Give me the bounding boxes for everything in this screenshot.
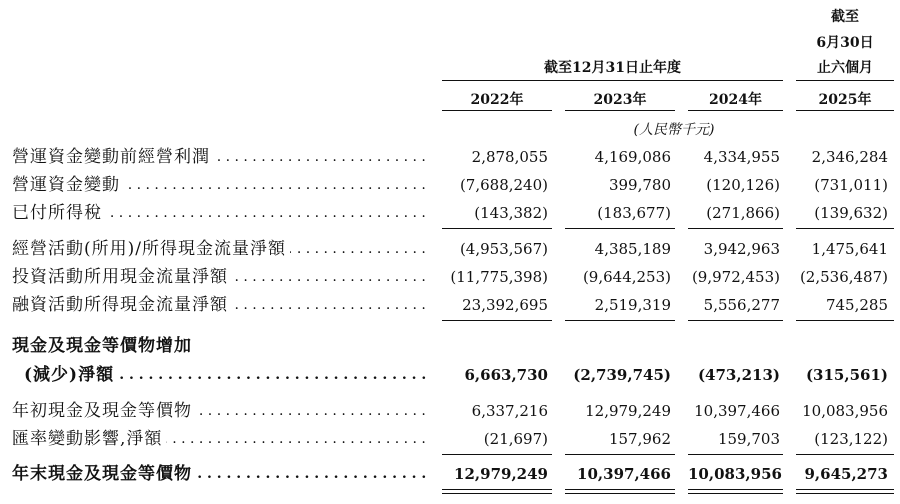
cell-2022: 12,979,249	[454, 465, 548, 483]
interim-header-line3: 止六個月	[817, 60, 873, 76]
cell-2022: (143,382)	[474, 204, 548, 222]
row-label: 年末現金及現金等價物	[12, 464, 196, 484]
table-row	[0, 200, 900, 226]
cell-2022: 6,337,216	[471, 402, 548, 420]
table-row	[0, 144, 900, 170]
cell-2023: 2,519,319	[594, 296, 671, 314]
cell-2025: (731,011)	[814, 176, 888, 194]
cell-2023: (2,739,745)	[573, 366, 671, 384]
interim-header-line1: 截至	[831, 9, 859, 25]
cell-2024: (473,213)	[697, 366, 780, 384]
cell-2024: 10,397,466	[694, 402, 780, 420]
row-label: 已付所得稅	[12, 203, 106, 223]
row-label: 匯率變動影響,淨額	[12, 429, 166, 449]
row-label: 融資活動所得現金流量淨額	[12, 295, 232, 315]
row-label: 投資活動所用現金流量淨額	[12, 267, 232, 287]
subtotal-rule	[442, 320, 552, 321]
subtotal-rule	[796, 228, 894, 229]
subtotal-rule	[442, 228, 552, 229]
table-row	[0, 426, 900, 452]
cell-2024: (9,972,453)	[691, 268, 780, 286]
cell-2025: 9,645,273	[804, 465, 888, 483]
year-rule-2024	[688, 110, 783, 111]
year-header-2024: 2024年	[709, 92, 762, 108]
cell-2023: 4,169,086	[594, 148, 671, 166]
total-top-rule	[442, 454, 552, 455]
cell-2022: 6,663,730	[464, 366, 548, 384]
cell-2025: (315,561)	[805, 366, 888, 384]
total-double-rule	[688, 489, 783, 494]
table-row	[0, 292, 900, 318]
subtotal-rule	[565, 228, 675, 229]
table-row	[0, 333, 900, 359]
cell-2025: (2,536,487)	[799, 268, 888, 286]
cell-2024: 3,942,963	[703, 240, 780, 258]
total-top-rule	[796, 454, 894, 455]
interim-header-line2: 6月30日	[816, 35, 874, 51]
table-row	[0, 461, 900, 487]
table-row	[0, 398, 900, 424]
cell-2022: 2,878,055	[471, 148, 548, 166]
row-label: 現金及現金等價物增加	[12, 336, 196, 356]
cell-2024: 10,083,956	[688, 465, 782, 483]
subtotal-rule	[688, 320, 783, 321]
row-label: 營運資金變動前經營利潤	[12, 147, 214, 167]
total-top-rule	[688, 454, 783, 455]
subtotal-rule	[565, 320, 675, 321]
total-double-rule	[442, 489, 552, 494]
row-label: 營運資金變動	[12, 175, 124, 195]
cell-2025: 1,475,641	[811, 240, 888, 258]
cell-2025: (123,122)	[814, 430, 888, 448]
annual-period-header: 截至12月31日止年度	[544, 60, 681, 76]
row-label: 年初現金及現金等價物	[12, 401, 196, 421]
unit-label: (人民幣千元)	[633, 122, 715, 138]
year-header-2025: 2025年	[818, 92, 872, 108]
cell-2022: (21,697)	[483, 430, 548, 448]
total-double-rule	[796, 489, 894, 494]
cell-2025: 745,285	[825, 296, 888, 314]
table-row	[0, 264, 900, 290]
cell-2025: 10,083,956	[802, 402, 888, 420]
year-rule-2023	[565, 110, 675, 111]
subtotal-rule	[688, 228, 783, 229]
cell-2025: 2,346,284	[811, 148, 888, 166]
cell-2024: (271,866)	[706, 204, 780, 222]
cell-2023: 4,385,189	[594, 240, 671, 258]
cell-2023: 399,780	[608, 176, 671, 194]
cell-2024: 159,703	[717, 430, 780, 448]
year-rule-2022	[442, 110, 552, 111]
row-label: 經營活動(所用)/所得現金流量淨額	[12, 239, 290, 259]
cell-2023: 12,979,249	[585, 402, 671, 420]
cell-2024: (120,126)	[706, 176, 780, 194]
cell-2022: (4,953,567)	[459, 240, 548, 258]
table-row	[0, 362, 900, 388]
cell-2023: (183,677)	[597, 204, 671, 222]
total-top-rule	[565, 454, 675, 455]
header-rule-interim	[796, 80, 894, 81]
header-rule-annual	[442, 80, 783, 81]
cell-2022: (7,688,240)	[459, 176, 548, 194]
cell-2023: (9,644,253)	[582, 268, 671, 286]
year-header-2022: 2022年	[470, 92, 524, 108]
year-header-2023: 2023年	[593, 92, 647, 108]
cell-2024: 4,334,955	[703, 148, 780, 166]
table-row	[0, 236, 900, 262]
row-label: (減少)淨額	[12, 365, 118, 385]
cell-2022: (11,775,398)	[450, 268, 548, 286]
table-row	[0, 172, 900, 198]
cell-2025: (139,632)	[814, 204, 888, 222]
cell-2022: 23,392,695	[462, 296, 548, 314]
cell-2023: 157,962	[608, 430, 671, 448]
year-rule-2025	[796, 110, 894, 111]
subtotal-rule	[796, 320, 894, 321]
cell-2024: 5,556,277	[703, 296, 780, 314]
total-double-rule	[565, 489, 675, 494]
cell-2023: 10,397,466	[577, 465, 671, 483]
